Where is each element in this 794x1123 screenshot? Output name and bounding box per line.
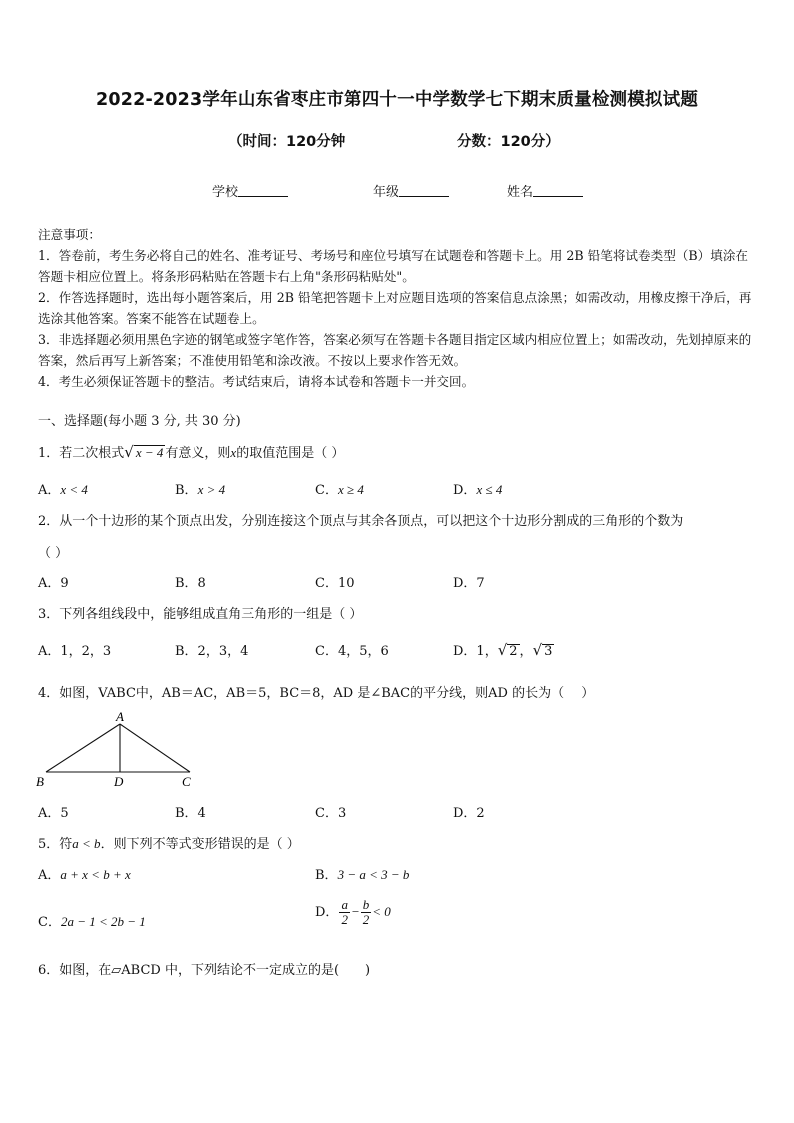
q1-option-b[interactable]	[175, 479, 225, 498]
q3-option-a[interactable]: A．1，2，3	[38, 644, 112, 659]
q5-option-c[interactable]	[38, 911, 146, 930]
notes-heading: 注意事项：	[38, 227, 101, 242]
grade-field	[373, 181, 449, 200]
option-letter: D．1，	[453, 644, 498, 659]
school-blank[interactable]	[238, 184, 288, 197]
q1-option-c[interactable]	[315, 479, 364, 498]
q3-option-c[interactable]: C．4，5，6	[315, 644, 389, 659]
name-blank[interactable]	[533, 184, 583, 197]
grade-label: 年级	[373, 185, 400, 200]
question-5	[38, 833, 300, 852]
option-letter: D．	[315, 905, 339, 920]
q2-paren: （ ）	[38, 546, 69, 561]
q2-option-a[interactable]: A．9	[38, 576, 69, 591]
option-letter: A．	[38, 868, 61, 883]
note-item-3: 3．非选择题必须用黑色字迹的钢笔或签字笔作答，答案必须写在答题卡各题目指定区域内相应位置上；如需改动，先划掉原来的答案，然后再写上新答案；不准使用铅笔和涂改液。不按以上要求作答无效。	[38, 332, 752, 368]
q3-option-d[interactable]	[453, 640, 554, 659]
segment-ab	[46, 724, 120, 772]
inequality-tail: < 0	[372, 904, 391, 919]
name-field	[507, 181, 583, 200]
question-4: 4．如图，VABC中，AB＝AC，AB＝5，BC＝8，AD 是∠BAC的平分线，则AD 的长为（ ）	[38, 686, 595, 701]
label-a: A	[116, 709, 124, 724]
question-2: 2．从一个十边形的某个顶点出发，分别连接这个顶点与其余各顶点，可以把这个十边形分割成的三角形的个数为	[38, 514, 684, 529]
q5-text-pre: 5．符	[38, 837, 73, 852]
fraction-a-over-2	[339, 898, 350, 927]
segment-ac	[120, 724, 190, 772]
q4-option-d[interactable]: D．2	[453, 806, 485, 821]
label-b: B	[36, 774, 44, 789]
separator: ，	[519, 644, 533, 659]
exam-title: 2022-2023学年山东省枣庄市第四十一中学数学七下期末质量检测模拟试题	[95, 90, 699, 110]
exam-score: 分数：120分）	[457, 134, 560, 150]
section-heading: 一、选择题(每小题 3 分, 共 30 分)	[38, 414, 241, 429]
option-math: a + x < b + x	[60, 867, 131, 882]
option-letter: C．	[315, 483, 338, 498]
q4-option-b[interactable]: B．4	[175, 806, 206, 821]
radicand-3: 3	[544, 644, 553, 659]
triangle-figure	[30, 706, 210, 792]
option-math: x ≤ 4	[476, 482, 503, 497]
note-item-2: 2．作答选择题时，选出每小题答案后，用 2B 铅笔把答题卡上对应题目选项的答案信息点涂黑；如需改动，用橡皮擦干净后，再选涂其他答案。答案不能答在试题卷上。	[38, 290, 752, 326]
q1-option-d[interactable]	[453, 479, 502, 498]
q2-option-b[interactable]: B．8	[175, 576, 206, 591]
q2-option-d[interactable]: D．7	[453, 576, 485, 591]
numerator: b	[362, 897, 370, 912]
school-label: 学校	[212, 185, 239, 200]
fraction-b-over-2	[361, 898, 372, 927]
option-math: x ≥ 4	[337, 482, 364, 497]
q5-text-post: ．则下列不等式变形错误的是（ ）	[100, 837, 300, 852]
q1-radicand: x − 4	[135, 445, 164, 460]
q5-option-b[interactable]	[315, 864, 409, 883]
exam-time: （时间：120分钟	[228, 134, 346, 150]
q3-option-b[interactable]: B．2，3，4	[175, 644, 249, 659]
q1-text-post: 有意义，则	[165, 446, 231, 461]
option-letter: C．	[38, 915, 61, 930]
q1-var: x	[230, 445, 237, 460]
sqrt-icon: √	[124, 443, 134, 461]
q1-option-a[interactable]	[38, 479, 88, 498]
note-item-1: 1．答卷前，考生务必将自己的姓名、准考证号、考场号和座位号填写在试题卷和答题卡上。用 2B 铅笔将试卷类型（B）填涂在答题卡相应位置上。将条形码粘贴在答题卡右上角"条形码粘贴处"。	[38, 248, 749, 284]
option-math: x < 4	[60, 482, 88, 497]
question-1	[38, 442, 344, 461]
option-math: 2a − 1 < 2b − 1	[60, 914, 146, 929]
notes-block	[38, 224, 760, 392]
numerator: a	[341, 897, 348, 912]
sqrt-icon: √	[497, 641, 508, 659]
option-letter: D．	[453, 483, 477, 498]
minus-sign: −	[350, 904, 360, 919]
option-letter: B．	[175, 483, 198, 498]
sqrt-icon: √	[532, 641, 543, 659]
note-item-4: 4．考生必须保证答题卡的整洁。考试结束后，请将本试卷和答题卡一并交回。	[38, 374, 475, 389]
q5-condition: a < b	[72, 836, 101, 851]
option-letter: A．	[38, 483, 61, 498]
q5-option-d[interactable]	[315, 898, 391, 927]
option-math: 3 − a < 3 − b	[337, 867, 410, 882]
q4-option-c[interactable]: C．3	[315, 806, 347, 821]
question-6: 6．如图，在▱ABCD 中，下列结论不一定成立的是( )	[38, 963, 371, 978]
q4-option-a[interactable]: A．5	[38, 806, 69, 821]
q2-option-c[interactable]: C．10	[315, 576, 355, 591]
option-letter: B．	[315, 868, 338, 883]
label-d: D	[114, 774, 124, 789]
grade-blank[interactable]	[399, 184, 449, 197]
label-c: C	[182, 774, 191, 789]
school-field	[212, 181, 288, 200]
denominator: 2	[341, 912, 348, 927]
name-label: 姓名	[507, 185, 534, 200]
question-3: 3．下列各组线段中，能够组成直角三角形的一组是（ ）	[38, 607, 363, 622]
q1-text-end: 的取值范围是（ ）	[236, 446, 345, 461]
denominator: 2	[362, 912, 370, 927]
radicand-2: 2	[509, 644, 518, 659]
q1-text-pre: 1．若二次根式	[38, 446, 125, 461]
option-math: x > 4	[197, 482, 226, 497]
q5-option-a[interactable]	[38, 864, 131, 883]
